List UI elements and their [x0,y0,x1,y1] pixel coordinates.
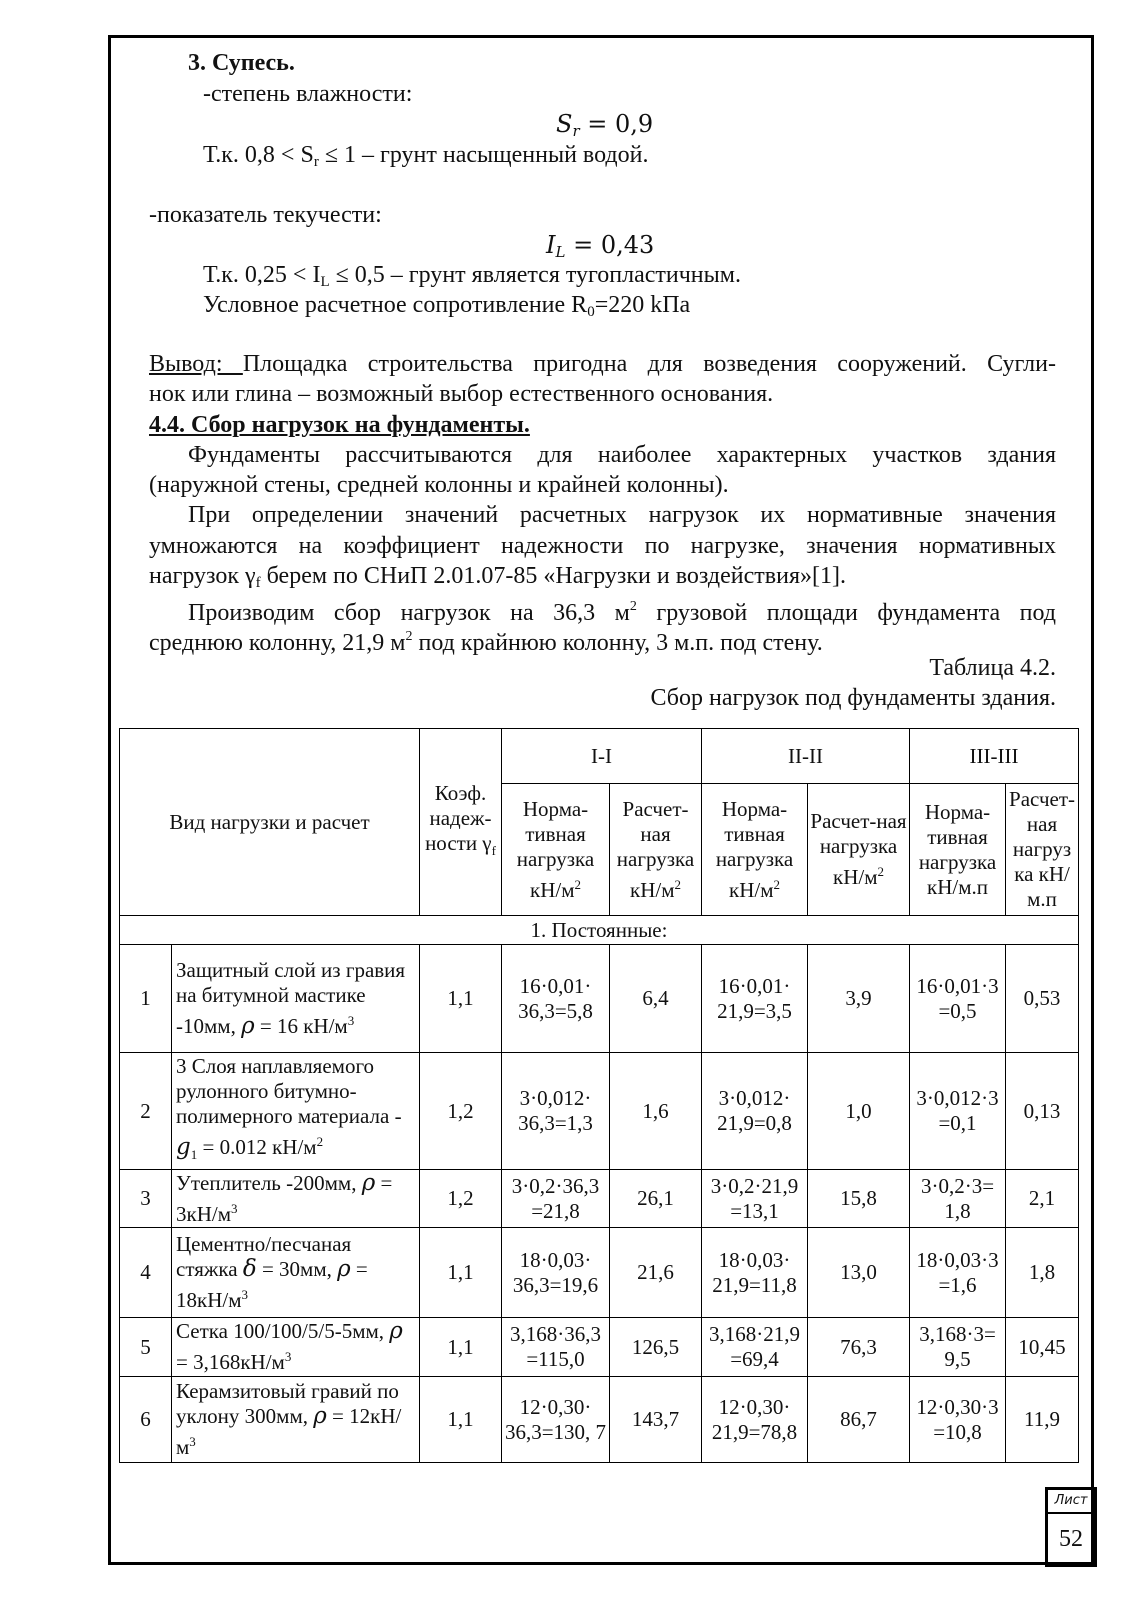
header-group-1: I-I [502,729,702,784]
row-calc-1: 6,4 [610,945,702,1053]
table-row [120,945,1079,1053]
resistance-line: Условное расчетное сопротивление $R_0=220$ kПа [203,292,691,320]
row-norm-1: 3·0,012· 36,3=1,3 [502,1053,610,1170]
para1-line2: (наружной стены, средней колонны и крайней колонны). [149,472,729,498]
conclusion-line2: нок или глина – возможный выбор естественного основания. [149,381,774,407]
table-row [120,1228,1079,1318]
saturation-formula: $S_r = 0,9$ [556,110,654,140]
sheet-number: 52 [1059,1526,1083,1552]
liquidity-result: Т.к. $0,25 < I_L \le 0,5$ – грунт является тугопластичным. [203,262,741,290]
header-group-3: III-III [910,729,1079,784]
row-number: 3 [120,1170,172,1228]
row-calc-3: 2,1 [1006,1170,1079,1228]
para1-line1: Фундаменты рассчитываются для наиболее характерных участков здания [188,442,1056,468]
row-calc-1: 126,5 [610,1318,702,1377]
row-calc-2: 3,9 [808,945,910,1053]
row-coef: 1,1 [420,945,502,1053]
saturation-label: -степень влажности: [203,81,413,107]
row-coef: 1,1 [420,1228,502,1318]
row-calc-3: 0,53 [1006,945,1079,1053]
row-calc-2: 86,7 [808,1377,910,1463]
header-load-type: Вид нагрузки и расчет [120,729,420,916]
para3-line2: среднюю колонну, 21,9 $м^2$ под крайнюю колонну, 3 м.п. под стену. [149,629,823,656]
row-coef: 1,1 [420,1377,502,1463]
table-row [120,1053,1079,1170]
header-norm-2: Норма-тивная нагрузка $кН/м^2$ [702,784,808,916]
para2-line1: При определении значений расчетных нагрузок их нормативные значения [188,502,1056,528]
liquidity-label: -показатель текучести: [149,202,382,228]
para2-line3: нагрузок $\gamma_f$ берем по СНиП 2.01.07-85 «Нагрузки и воздействия»[1]. [149,563,846,591]
row-calc-3: 11,9 [1006,1377,1079,1463]
header-calc-2: Расчет-ная нагрузка $кН/м^2$ [808,784,910,916]
row-description: Керамзитовый гравий по уклону 300мм, $\rho = 12кН/м^3$ [172,1377,420,1463]
row-norm-1: 3·0,2·36,3 =21,8 [502,1170,610,1228]
row-calc-1: 26,1 [610,1170,702,1228]
section-title: 4.4. Сбор нагрузок на фундаменты. [149,412,530,438]
table-caption: Сбор нагрузок под фундаменты здания. [650,685,1056,711]
row-norm-3: 3·0,012·3 =0,1 [910,1053,1006,1170]
header-norm-3: Норма-тивная нагрузка кН/м.п [910,784,1006,916]
row-norm-2: 12·0,30· 21,9=78,8 [702,1377,808,1463]
row-norm-1: 18·0,03· 36,3=19,6 [502,1228,610,1318]
row-description: 3 Слоя наплавляемого рулонного битумно-полимерного материала - $g_1 = 0.012$ $кН/м^2$ [172,1053,420,1170]
row-norm-2: 3·0,2·21,9 =13,1 [702,1170,808,1228]
row-number: 4 [120,1228,172,1318]
row-norm-2: 3·0,012· 21,9=0,8 [702,1053,808,1170]
row-norm-2: 16·0,01· 21,9=3,5 [702,945,808,1053]
row-norm-1: 16·0,01· 36,3=5,8 [502,945,610,1053]
loads-table [119,728,1079,1463]
header-calc-1: Расчет-ная нагрузка $кН/м^2$ [610,784,702,916]
row-norm-3: 3·0,2·3= 1,8 [910,1170,1006,1228]
row-norm-2: 3,168·21,9 =69,4 [702,1318,808,1377]
row-norm-3: 12·0,30·3 =10,8 [910,1377,1006,1463]
row-description: Сетка 100/100/5/5-5мм, $\rho = 3,168кН/м^3$ [172,1318,420,1377]
conclusion-line1: Вывод: Площадка строительства пригодна для возведения сооружений. Сугли- [149,351,1056,377]
header-coef: Коэф. надеж-ности $\gamma_f$ [420,729,502,916]
section-permanent: 1. Постоянные: [120,916,1079,945]
row-coef: 1,1 [420,1318,502,1377]
table-row [120,1377,1079,1463]
row-calc-3: 0,13 [1006,1053,1079,1170]
row-number: 1 [120,945,172,1053]
row-calc-3: 1,8 [1006,1228,1079,1318]
row-calc-1: 143,7 [610,1377,702,1463]
row-calc-3: 10,45 [1006,1318,1079,1377]
row-description: Цементно/песчаная стяжка δ = 30мм, $\rho = 18кН/м^3$ [172,1228,420,1318]
para2-line2: умножаются на коэффициент надежности по нагрузке, значения нормативных [149,533,1056,559]
sheet-label: Лист [1048,1490,1094,1514]
row-calc-2: 13,0 [808,1228,910,1318]
row-number: 2 [120,1053,172,1170]
table-number: Таблица 4.2. [929,655,1056,681]
row-norm-3: 16·0,01·3 =0,5 [910,945,1006,1053]
row-number: 6 [120,1377,172,1463]
row-calc-2: 76,3 [808,1318,910,1377]
row-calc-1: 21,6 [610,1228,702,1318]
row-norm-1: 12·0,30· 36,3=130, 7 [502,1377,610,1463]
row-description: Защитный слой из гравия на битумной мастике -10мм, ρ = 16 $кН/м^3$ [172,945,420,1053]
row-coef: 1,2 [420,1053,502,1170]
row-coef: 1,2 [420,1170,502,1228]
header-calc-3: Расчет-ная нагруз ка кН/м.п [1006,784,1079,916]
row-description: Утеплитель -200мм, $\rho = 3кН/м^3$ [172,1170,420,1228]
saturation-result: Т.к. $0,8 < S_r \le 1$ – грунт насыщенный водой. [203,142,649,170]
row-norm-3: 18·0,03·3 =1,6 [910,1228,1006,1318]
row-calc-2: 1,0 [808,1053,910,1170]
liquidity-formula: $I_L = 0,43$ [546,231,655,261]
header-group-2: II-II [702,729,910,784]
row-calc-2: 15,8 [808,1170,910,1228]
table-row [120,1170,1079,1228]
sheet-stamp [1045,1487,1097,1567]
soil3-title: 3. Супесь. [188,50,295,76]
row-calc-1: 1,6 [610,1053,702,1170]
row-norm-1: 3,168·36,3 =115,0 [502,1318,610,1377]
para3-line1: Производим сбор нагрузок на 36,3 $м^2$ грузовой площади фундамента под [188,599,1056,626]
row-norm-3: 3,168·3= 9,5 [910,1318,1006,1377]
header-norm-1: Норма-тивная нагрузка $кН/м^2$ [502,784,610,916]
row-norm-2: 18·0,03· 21,9=11,8 [702,1228,808,1318]
table-row [120,1318,1079,1377]
row-number: 5 [120,1318,172,1377]
